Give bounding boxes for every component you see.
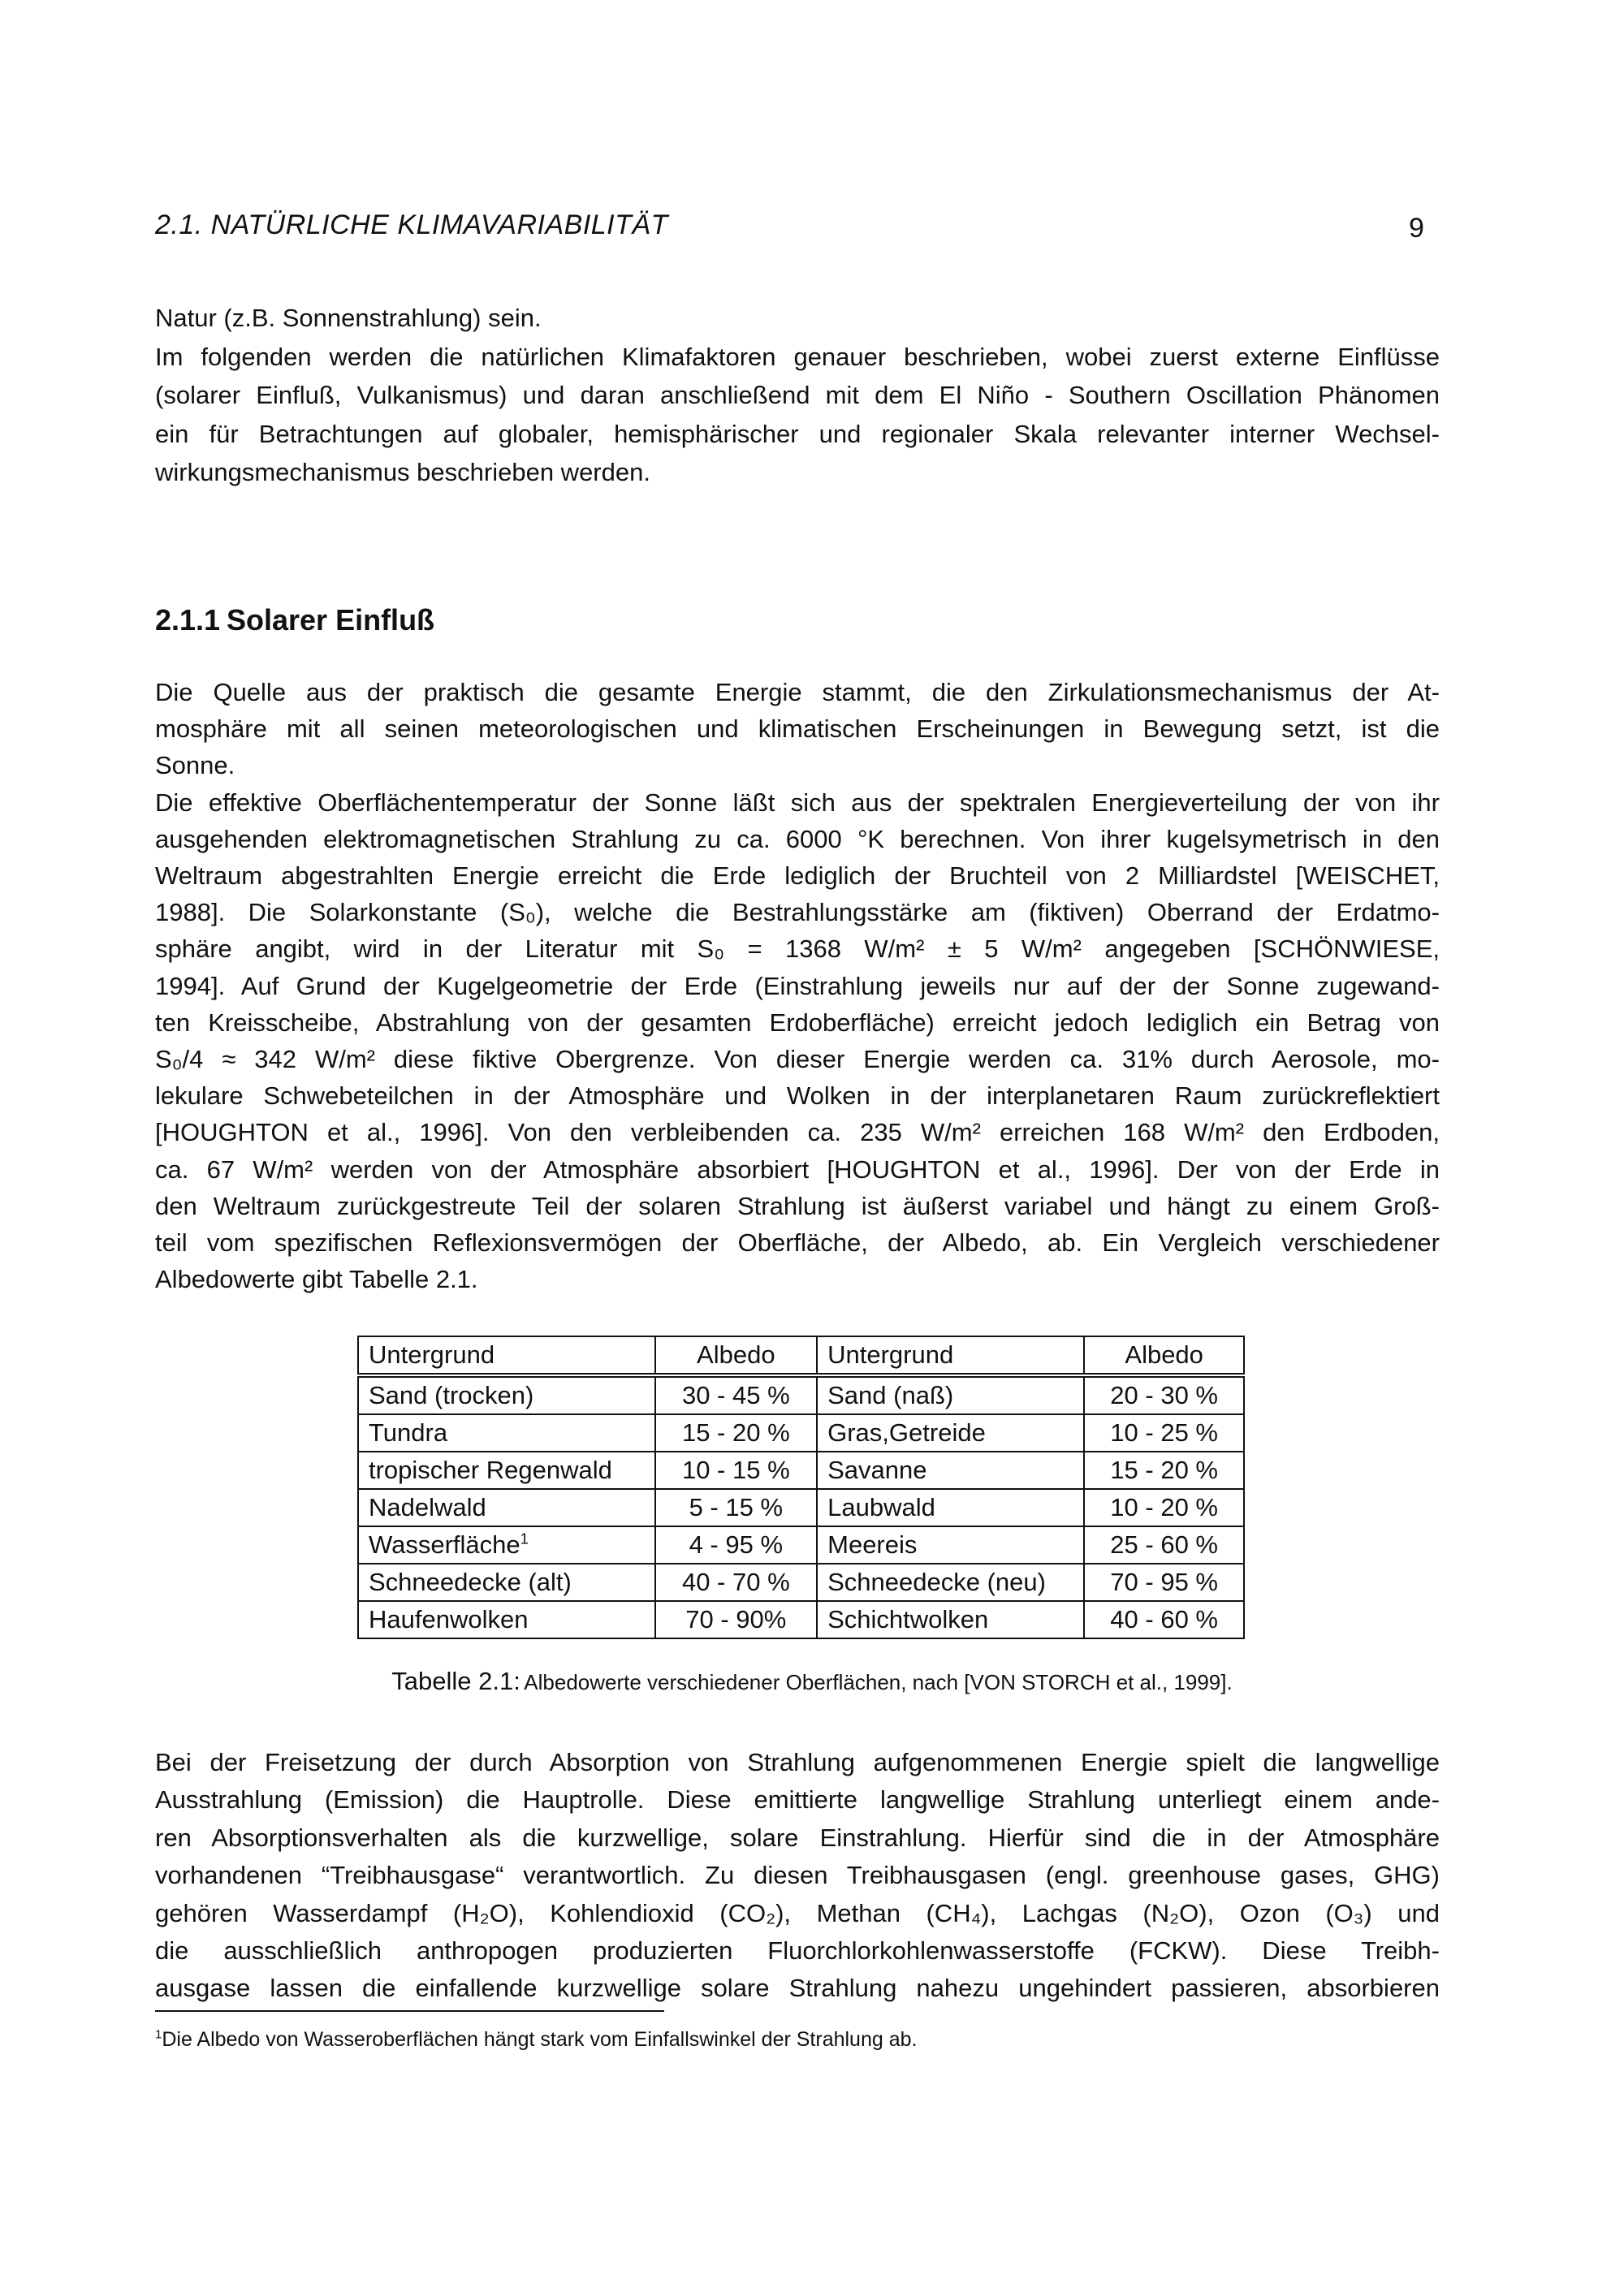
table-row: [358, 1414, 1244, 1452]
surface-cell: [358, 1375, 655, 1414]
column-header: [1084, 1336, 1244, 1375]
text-line: Sonne.: [155, 751, 235, 780]
running-header: 2.1. NATÜRLICHE KLIMAVARIABILITÄT: [155, 209, 668, 240]
text-line: Die effektive Oberflächentemperatur der Sonne läßt sich aus der spektralen Energieverteilung der von ihr: [155, 788, 1440, 817]
table-header-row: [358, 1336, 1244, 1375]
albedo-cell-text: 70 - 95 %: [1110, 1568, 1218, 1596]
albedo-cell-text: 5 - 15 %: [689, 1493, 784, 1521]
albedo-cell: [1084, 1601, 1244, 1638]
column-header-text: Albedo: [1125, 1340, 1203, 1369]
albedo-cell: [655, 1526, 818, 1564]
caption-text: Albedowerte verschiedener Oberflächen, nach [VON STORCH et al., 1999].: [524, 1670, 1233, 1694]
surface-cell: [358, 1452, 655, 1489]
surface-cell: [358, 1564, 655, 1601]
text-line: Bei der Freisetzung der durch Absorption von Strahlung aufgenommenen Energie spielt die langwellige: [155, 1748, 1440, 1776]
text-line: vorhandenen “Treibhausgase“ verantwortlich. Zu diesen Treibhausgasen (engl. greenhouse gases, GHG): [155, 1861, 1440, 1890]
text-line: ca. 67 W/m² werden von der Atmosphäre absorbiert [HOUGHTON et al., 1996]. Der von der Erde in: [155, 1154, 1440, 1184]
footnote-mark: 1: [155, 2027, 162, 2042]
surface-cell-text: Haufenwolken: [369, 1605, 529, 1634]
page-number: 9: [1409, 213, 1424, 244]
albedo-cell: [1084, 1452, 1244, 1489]
surface-cell-text: Schneedecke (alt): [369, 1568, 572, 1596]
albedo-cell-text: 40 - 70 %: [681, 1568, 790, 1596]
text-line: Im folgenden werden die natürlichen Klimafaktoren genauer beschrieben, wobei zuerst externe Einflüsse: [155, 342, 1440, 371]
text-line: [HOUGHTON et al., 1996]. Von den verbleibenden ca. 235 W/m² erreichen 168 W/m² den Erdboden,: [155, 1118, 1440, 1147]
column-header: [358, 1336, 655, 1375]
surface-cell-text: Sand (naß): [827, 1381, 954, 1409]
caption-label: Tabelle 2.1:: [391, 1667, 520, 1695]
table-row: [358, 1526, 1244, 1564]
albedo-cell-text: 15 - 20 %: [1110, 1456, 1218, 1484]
column-header-text: Untergrund: [369, 1340, 495, 1369]
text-line: Ausstrahlung (Emission) die Hauptrolle. Diese emittierte langwellige Strahlung unterliegt einem ande-: [155, 1785, 1440, 1815]
albedo-table: [357, 1336, 1245, 1639]
surface-cell-text: tropischer Regenwald: [369, 1456, 612, 1484]
surface-cell: [817, 1489, 1084, 1526]
albedo-cell-text: 10 - 20 %: [1110, 1493, 1218, 1521]
surface-cell: [817, 1564, 1084, 1601]
text-line: den Weltraum zurückgestreute Teil der solaren Strahlung ist äußerst variabel und hängt zu einem Groß-: [155, 1191, 1440, 1220]
albedo-cell-text: 40 - 60 %: [1110, 1605, 1218, 1634]
albedo-cell-text: 10 - 15 %: [681, 1456, 790, 1484]
text-line: teil vom spezifischen Reflexionsvermögen der Oberfläche, der Albedo, ab. Ein Vergleich verschiedener: [155, 1228, 1440, 1257]
column-header-text: Albedo: [697, 1340, 775, 1369]
surface-cell-text: Laubwald: [827, 1493, 935, 1521]
albedo-cell-text: 15 - 20 %: [681, 1418, 790, 1447]
albedo-cell: [655, 1564, 818, 1601]
text-line: lekulare Schwebeteilchen in der Atmosphäre und Wolken in der interplanetaren Raum zurückreflektiert: [155, 1081, 1440, 1111]
surface-cell: [817, 1452, 1084, 1489]
surface-cell: [358, 1601, 655, 1638]
table-row: [358, 1452, 1244, 1489]
text-line: ausgase lassen die einfallende kurzwellige solare Strahlung nahezu ungehindert passieren, absorbieren: [155, 1974, 1440, 2003]
text-line: wirkungsmechanismus beschrieben werden.: [155, 458, 650, 486]
surface-cell-text: Sand (trocken): [369, 1381, 534, 1409]
text-line: S₀/4 ≈ 342 W/m² diese fiktive Obergrenze. Von dieser Energie werden ca. 31% durch Aerosole, mo-: [155, 1045, 1440, 1073]
surface-cell: [358, 1526, 655, 1564]
text-line: mosphäre mit all seinen meteorologischen und klimatischen Erscheinungen in Bewegung setzt, ist die: [155, 714, 1440, 744]
table-row: [358, 1564, 1244, 1601]
footnote: [155, 2028, 917, 2052]
text-line: sphäre angibt, wird in der Literatur mit S₀ = 1368 W/m² ± 5 W/m² angegeben [SCHÖNWIESE,: [155, 934, 1440, 964]
albedo-cell: [1084, 1526, 1244, 1564]
surface-cell-text: Savanne: [827, 1456, 927, 1484]
text-line: ren Absorptionsverhalten als die kurzwellige, solare Einstrahlung. Hierfür sind die in der Atmosphäre: [155, 1823, 1440, 1852]
text-line: Weltraum abgestrahlten Energie erreicht die Erde lediglich der Bruchteil von 2 Milliardstel [WEISCHET,: [155, 861, 1440, 890]
albedo-cell-text: 4 - 95 %: [689, 1530, 784, 1559]
surface-cell-text: Tundra: [369, 1418, 448, 1447]
table-caption: [0, 1667, 1624, 1696]
text-line: gehören Wasserdampf (H₂O), Kohlendioxid (CO₂), Methan (CH₄), Lachgas (N₂O), Ozon (O₃) und: [155, 1898, 1440, 1927]
column-header-text: Untergrund: [827, 1340, 954, 1369]
albedo-cell: [655, 1375, 818, 1414]
albedo-cell-text: 70 - 90%: [685, 1605, 787, 1634]
surface-cell-text: Schneedecke (neu): [827, 1568, 1046, 1596]
text-line: ein für Betrachtungen auf globaler, hemisphärischer und regionaler Skala relevanter interner Wechsel-: [155, 419, 1440, 448]
section-title: Solarer Einfluß: [227, 603, 435, 637]
albedo-cell: [1084, 1414, 1244, 1452]
footnote-text: Die Albedo von Wasseroberflächen hängt stark vom Einfallswinkel der Strahlung ab.: [162, 2028, 918, 2051]
text-line: Die Quelle aus der praktisch die gesamte Energie stammt, die den Zirkulationsmechanismus der At-: [155, 678, 1440, 706]
surface-cell: [817, 1375, 1084, 1414]
text-line: ausgehenden elektromagnetischen Strahlung zu ca. 6000 °K berechnen. Von ihrer kugelsymetrisch in den: [155, 824, 1440, 853]
text-line: die ausschließlich anthropogen produzierten Fluorchlorkohlenwasserstoffe (FCKW). Diese Treibh-: [155, 1936, 1440, 1965]
surface-cell-text: Schichtwolken: [827, 1605, 989, 1634]
albedo-cell: [655, 1601, 818, 1638]
surface-cell-text: Wasserfläche: [369, 1530, 520, 1559]
column-header: [655, 1336, 818, 1375]
surface-cell: [817, 1526, 1084, 1564]
section-heading: [155, 603, 434, 637]
albedo-cell-text: 20 - 30 %: [1110, 1381, 1218, 1409]
text-line: Albedowerte gibt Tabelle 2.1.: [155, 1265, 478, 1294]
footnote-divider: [155, 2010, 664, 2012]
albedo-cell: [1084, 1375, 1244, 1414]
text-line: 1994]. Auf Grund der Kugelgeometrie der Erde (Einstrahlung jeweils nur auf der der Sonne zugewand-: [155, 971, 1440, 1000]
albedo-cell: [1084, 1489, 1244, 1526]
surface-cell: [817, 1414, 1084, 1452]
surface-cell-text: Meereis: [827, 1530, 918, 1559]
albedo-cell-text: 10 - 25 %: [1110, 1418, 1218, 1447]
surface-cell-text: Nadelwald: [369, 1493, 486, 1521]
albedo-cell-text: 30 - 45 %: [681, 1381, 790, 1409]
albedo-cell: [1084, 1564, 1244, 1601]
surface-cell: [358, 1414, 655, 1452]
albedo-cell: [655, 1489, 818, 1526]
surface-cell-text: Gras,Getreide: [827, 1418, 986, 1447]
albedo-cell-text: 25 - 60 %: [1110, 1530, 1218, 1559]
surface-cell: [358, 1489, 655, 1526]
footnote-reference[interactable]: 1: [520, 1530, 529, 1547]
text-line: ten Kreisscheibe, Abstrahlung von der gesamten Erdoberfläche) erreicht jedoch lediglich ein Betrag von: [155, 1008, 1440, 1037]
text-line: Natur (z.B. Sonnenstrahlung) sein.: [155, 304, 542, 332]
albedo-cell: [655, 1414, 818, 1452]
table-row: [358, 1489, 1244, 1526]
table-row: [358, 1375, 1244, 1414]
section-number: 2.1.1: [155, 603, 221, 637]
surface-cell: [817, 1601, 1084, 1638]
text-line: 1988]. Die Solarkonstante (S₀), welche die Bestrahlungsstärke am (fiktiven) Oberrand der Erdatmo-: [155, 898, 1440, 927]
albedo-cell: [655, 1452, 818, 1489]
text-line: (solarer Einfluß, Vulkanismus) und daran anschließend mit dem El Niño - Southern Oscillation Phänomen: [155, 381, 1440, 409]
table-row: [358, 1601, 1244, 1638]
column-header: [817, 1336, 1084, 1375]
